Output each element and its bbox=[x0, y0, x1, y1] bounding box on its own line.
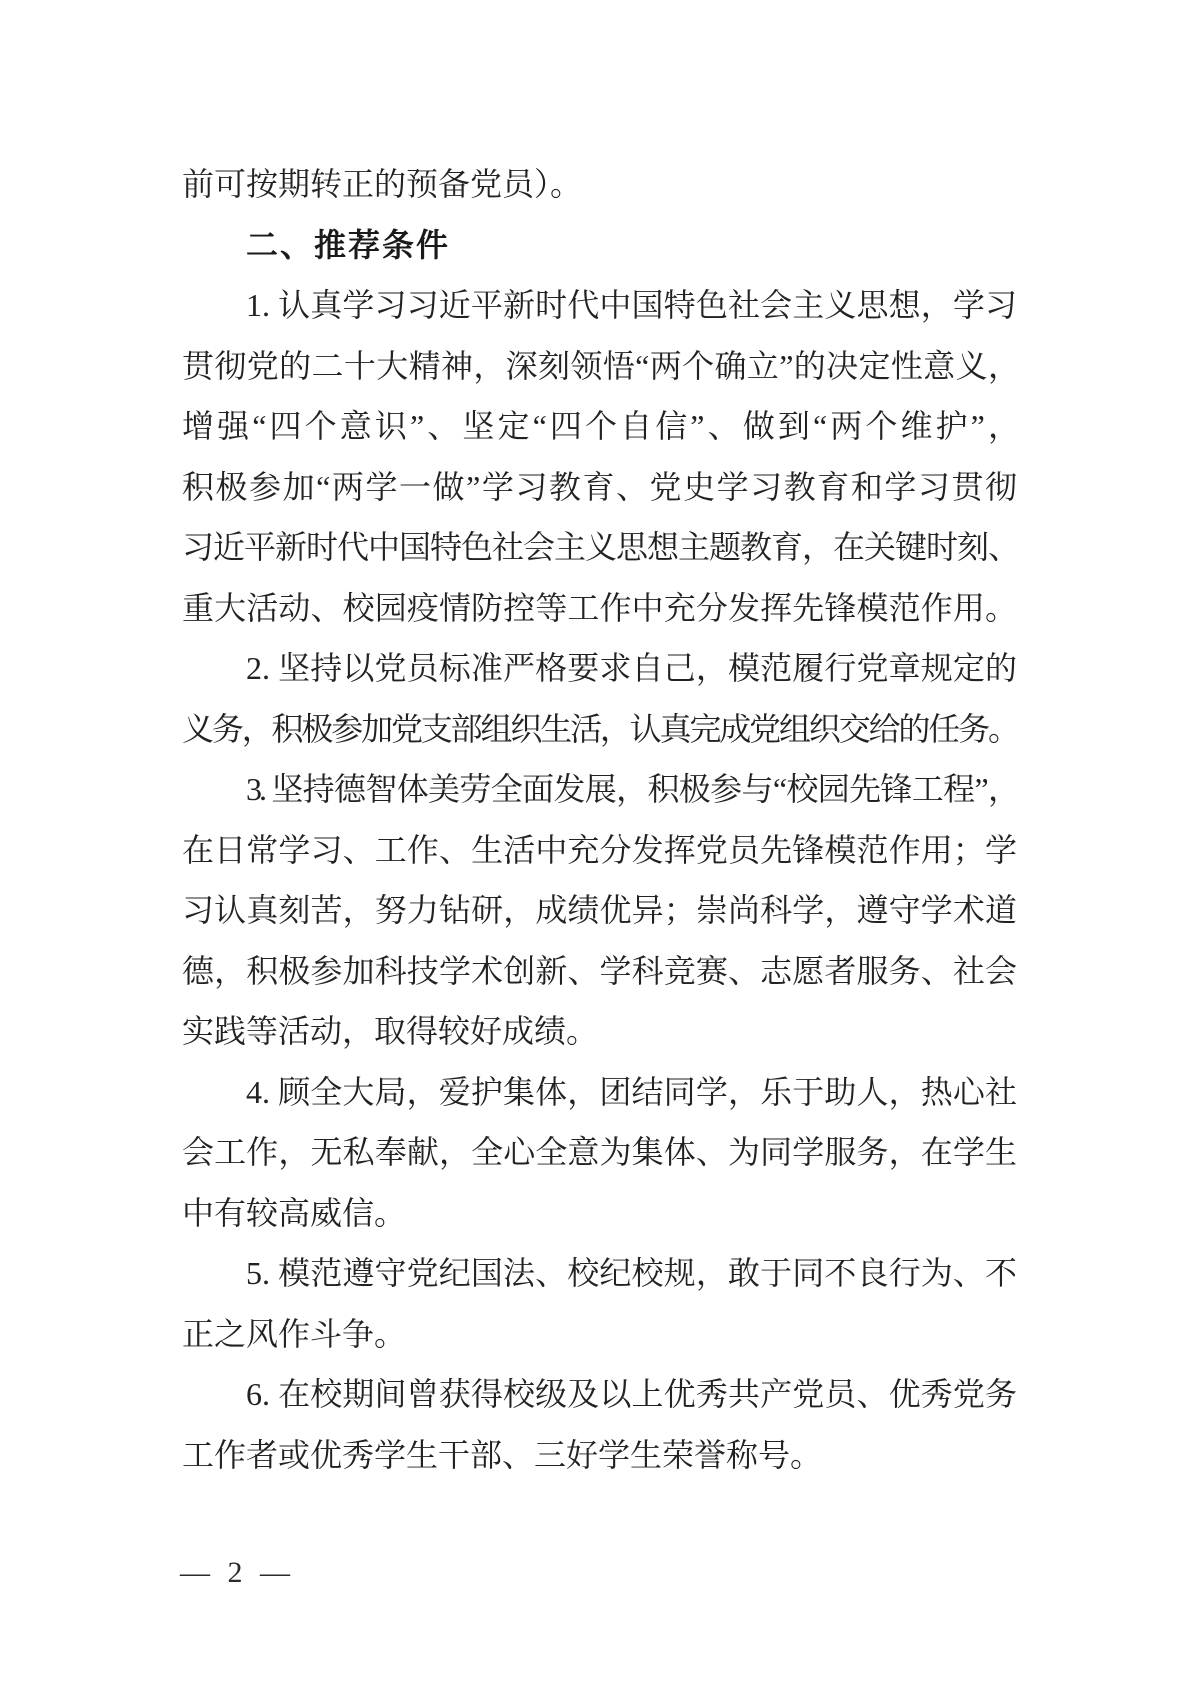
section-heading: 二、推荐条件 bbox=[246, 226, 451, 263]
text-line: 习认真刻苦，努力钻研，成绩优异；崇尚科学，遵守学术道 bbox=[182, 892, 1017, 928]
document-text bbox=[182, 154, 1017, 1485]
text-line: 正之风作斗争。 bbox=[182, 1315, 407, 1352]
text-line: 3. 坚持德智体美劳全面发展，积极参与“校园先锋工程”， bbox=[246, 771, 1017, 807]
text-line: 贯彻党的二十大精神，深刻领悟“两个确立”的决定性意义， bbox=[182, 347, 1017, 384]
text-line: 实践等活动，取得较好成绩。 bbox=[182, 1013, 599, 1049]
text-line: 2. 坚持以党员标准严格要求自己，模范履行党章规定的 bbox=[246, 650, 1017, 686]
text-line: 会工作，无私奉献，全心全意为集体、为同学服务，在学生 bbox=[182, 1134, 1017, 1170]
text-line: 6. 在校期间曾获得校级及以上优秀共产党员、优秀党务 bbox=[246, 1376, 1017, 1412]
text-line: 增强“四个意识”、坚定“四个自信”、做到“两个维护”， bbox=[182, 408, 1017, 444]
text-line: 在日常学习、工作、生活中充分发挥党员先锋模范作用；学 bbox=[182, 831, 1017, 868]
text-line: 重大活动、校园疫情防控等工作中充分发挥先锋模范作用。 bbox=[182, 589, 1017, 626]
text-line: 工作者或优秀学生干部、三好学生荣誉称号。 bbox=[182, 1436, 823, 1473]
text-line: 4. 顾全大局，爱护集体，团结同学，乐于助人，热心社 bbox=[246, 1073, 1017, 1110]
page-number: — 2 — bbox=[180, 1556, 295, 1589]
text-line: 德，积极参加科技学术创新、学科竞赛、志愿者服务、社会 bbox=[182, 952, 1017, 989]
text-line: 义务，积极参加党支部组织生活，认真完成党组织交给的任务。 bbox=[182, 710, 1017, 747]
text-line: 中有较高威信。 bbox=[182, 1194, 407, 1231]
text-line: 习近平新时代中国特色社会主义思想主题教育，在关键时刻、 bbox=[182, 529, 1017, 565]
text-line: 5. 模范遵守党纪国法、校纪校规，敢于同不良行为、不 bbox=[246, 1255, 1017, 1291]
text-line: 前可按期转正的预备党员）。 bbox=[182, 166, 583, 202]
text-line: 积极参加“两学一做”学习教育、党史学习教育和学习贯彻 bbox=[182, 468, 1017, 505]
text-line: 1. 认真学习习近平新时代中国特色社会主义思想，学习 bbox=[246, 287, 1017, 323]
